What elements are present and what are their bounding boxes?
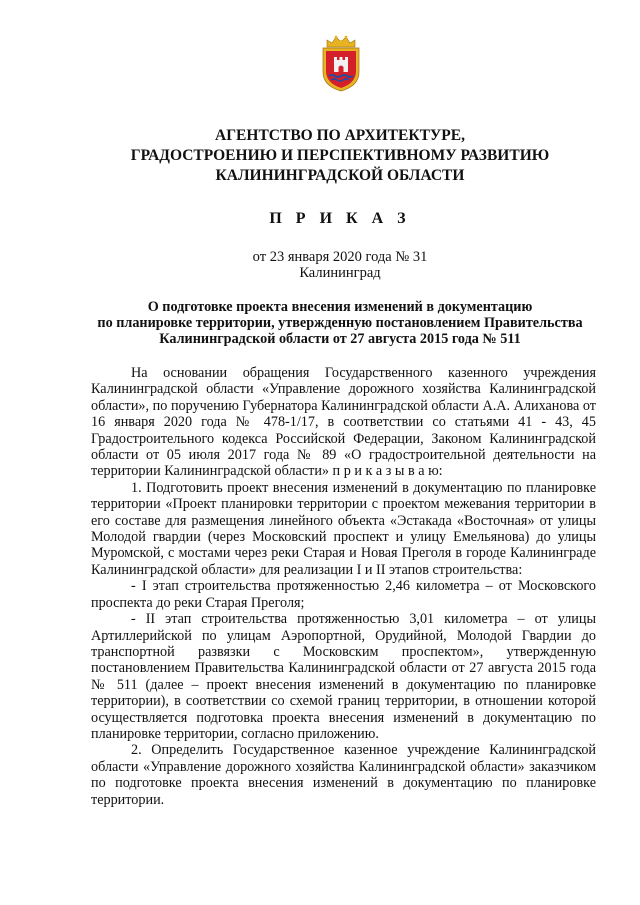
order-body — [91, 365, 596, 808]
item-1-stage-1: - I этап строительства протяженностью 2,46 километра – от Московского проспекта до реки Старая Преголя; — [91, 578, 596, 611]
order-date-number: от 23 января 2020 года № 31 — [252, 249, 428, 265]
city: Калининград — [299, 265, 381, 281]
kaliningrad-coat-of-arms-icon — [318, 34, 364, 92]
agency-line-3: КАЛИНИНГРАДСКОЙ ОБЛАСТИ — [215, 167, 465, 184]
subject-line-3: Калининградской области от 27 августа 2015 года № 511 — [159, 331, 521, 347]
agency-name — [90, 126, 590, 186]
subject-line-1: О подготовке проекта внесения изменений в документацию — [147, 299, 533, 315]
item-2: 2. Определить Государственное казенное учреждение Калининградской области «Управление дорожного хозяйства Калининградской области» заказчиком по подготовке проекта внесения изменений в документацию по планировке территории. — [91, 742, 596, 808]
item-1: 1. Подготовить проект внесения изменений в документацию по планировке территории «Проект планировки территории с проектом межевания территории в его составе для размещения линейного объекта «Эстакада «Восточная» от улицы Молодой гвардии (через Московский проспект и улицу Емельянова) до улицы Муромской, с мостами через реки Старая и Новая Преголя в городе Калининграде Калининградской области» для реализации I и II этапов строительства: — [91, 479, 596, 578]
agency-line-2: ГРАДОСТРОЕНИЮ И ПЕРСПЕКТИВНОМУ РАЗВИТИЮ — [130, 147, 550, 164]
item-1-stage-2: - II этап строительства протяженностью 3,01 километра – от улицы Артиллерийской по улицам Аэропортной, Орудийной, Молодой Гвардии до транспортной развязки с Московским проспектом», утвержденную постановлением Правительства Калининградской области от 27 августа 2015 года № 511 (далее – проект внесения изменений в документацию по планировке территории), в соответствии со схемой границ территории, в отношении которой осуществляется подготовка проекта внесения изменений в документацию по планировке территории, согласно приложению. — [91, 611, 596, 742]
intro-paragraph: На основании обращения Государственного казенного учреждения Калининградской области «Управление дорожного хозяйства Калининградской области», по поручению Губернатора Калининградской области А.А. Алиханова от 16 января 2020 года № 478-1/17, в соответствии со статьями 41 - 43, 45 Градостроительного кодекса Российской Федерации, Законом Калининградской области от 05 июля 2017 года № 89 «О градостроительной деятельности на территории Калининградской области» п р и к а з ы в а ю: — [91, 365, 596, 480]
order-subject — [84, 299, 596, 347]
subject-line-2: по планировке территории, утвержденную постановлением Правительства — [97, 315, 583, 331]
document-type: П Р И К А З — [269, 210, 411, 227]
agency-line-1: АГЕНТСТВО ПО АРХИТЕКТУРЕ, — [215, 127, 465, 144]
